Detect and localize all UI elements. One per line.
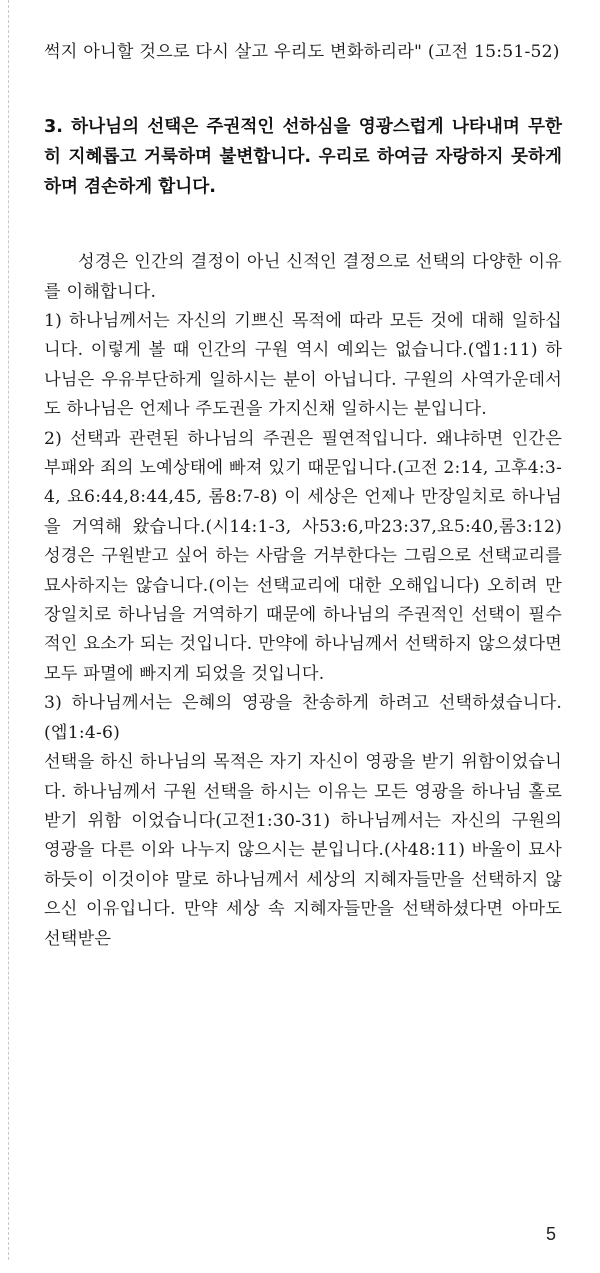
point-1-paragraph: 1) 하나님께서는 자신의 기쁘신 목적에 따라 모든 것에 대해 일하십니다. 이렇게 볼 때 인간의 구원 역시 예외는 없습니다.(엡1:11) 하나님은 우유부단하게 일하시는 분이 아닙니다. 구원의 사역가운데서도 하나님은 언제나 주도권을 가지신채 일하시는 분입니다. [44, 311, 562, 420]
page-number: 5 [545, 1224, 556, 1244]
quote-continuation: 썩지 아니할 것으로 다시 살고 우리도 변화하리라" (고전 15:51-52) [44, 42, 560, 62]
page-content [44, 38, 562, 954]
point-3-paragraph: 3) 하나님께서는 은혜의 영광을 찬송하게 하려고 선택하셨습니다. (엡1:4-6) [44, 693, 562, 743]
intro-paragraph: 성경은 인간의 결정이 아닌 신적인 결정으로 선택의 다양한 이유를 이해합니다. [44, 252, 562, 302]
margin-guide-line [8, 0, 9, 1260]
section-heading: 3. 하나님의 선택은 주권적인 선하심을 영광스럽게 나타내며 무한히 지혜롭고 거룩하며 불변합니다. 우리로 하여금 자랑하지 못하게 하며 겸손하게 합니다. [44, 117, 562, 197]
point-3-explanation: 선택을 하신 하나님의 목적은 자기 자신이 영광을 받기 위함이었습니다. 하나님께서 구원 선택을 하시는 이유는 모든 영광을 하나님 홀로 받기 위함 이었습니다(고전1:30-31) 하나님께서는 자신의 구원의 영광을 다른 이와 나누지 않으시는 분입니다.(사48:11) 바울이 묘사하듯이 이것이야 말로 하나님께서 세상의 지혜자들만을 선택하지 않으신 이유입니다. 만약 세상 속 지혜자들만을 선택하셨다면 아마도 선택받은 [44, 752, 562, 949]
point-2-paragraph: 2) 선택과 관련된 하나님의 주권은 필연적입니다. 왜냐하면 인간은 부패와 죄의 노예상태에 빠져 있기 때문입니다.(고전 2:14, 고후4:3-4, 요6:44,8:44,45, 롬8:7-8) 이 세상은 언제나 만장일치로 하나님을 거역해 왔습니다.(시14:1-3, 사53:6,마23:37,요5:40,롬3:12) 성경은 구원받고 싶어 하는 사람을 거부한다는 그림으로 선택교리를 묘사하지는 않습니다.(이는 선택교리에 대한 오해입니다) 오히려 만장일치로 하나님을 거역하기 때문에 하나님의 주권적인 선택이 필수적인 요소가 되는 것입니다. 만약에 하나님께서 선택하지 않으셨다면 모두 파멸에 빠지게 되었을 것입니다. [44, 428, 563, 684]
